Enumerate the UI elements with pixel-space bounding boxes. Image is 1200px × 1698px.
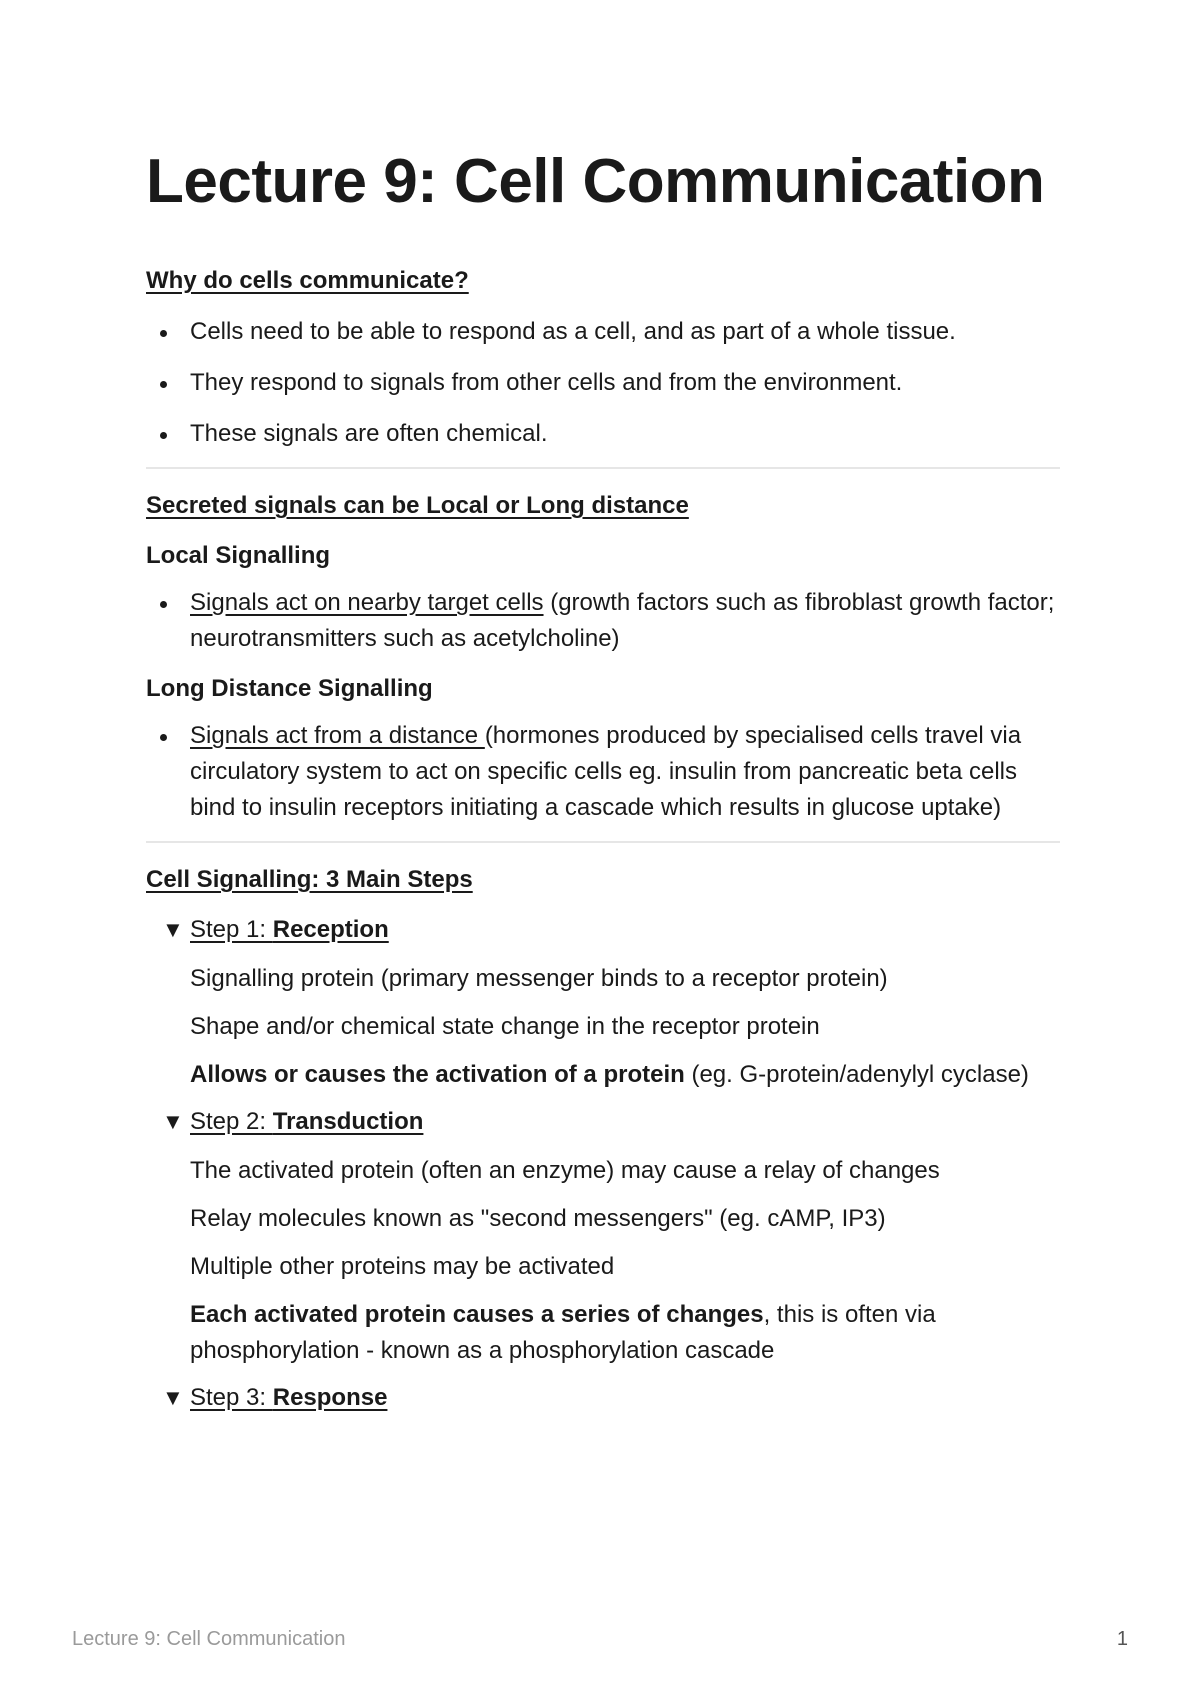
- paragraph: [190, 1297, 1060, 1369]
- divider: [146, 467, 1060, 469]
- toggle-label[interactable]: [190, 913, 389, 947]
- underlined-text: Signals act from a distance: [190, 722, 485, 749]
- page-title: Lecture 9: Cell Communication: [146, 147, 1045, 216]
- plain-text: (eg. G-protein/adenylyl cyclase): [684, 1061, 1029, 1088]
- toggle-body-step-2: [146, 1153, 1060, 1369]
- toggle-triangle-icon[interactable]: ▼: [162, 1109, 184, 1134]
- section-heading-steps: Cell Signalling: 3 Main Steps: [146, 866, 473, 893]
- paragraph: Shape and/or chemical state change in the receptor protein: [190, 1013, 820, 1040]
- paragraph: Multiple other proteins may be activated: [190, 1253, 615, 1280]
- list-item: They respond to signals from other cells and from the environment.: [146, 365, 1060, 401]
- toggle-triangle-icon[interactable]: ▼: [162, 917, 184, 942]
- subheading-local: Local Signalling: [146, 542, 331, 569]
- paragraph: The activated protein (often an enzyme) may cause a relay of changes: [190, 1157, 940, 1184]
- step-prefix: Step 3:: [190, 1384, 273, 1411]
- footer-title: Lecture 9: Cell Communication: [72, 1628, 346, 1650]
- bold-text: Allows or causes the activation of a protein: [190, 1061, 685, 1088]
- subheading-long: Long Distance Signalling: [146, 675, 433, 702]
- toggle-step-1[interactable]: [162, 913, 1060, 947]
- long-list: [146, 718, 1060, 826]
- page-footer: [72, 1628, 1128, 1651]
- list-item: These signals are often chemical.: [146, 416, 1060, 452]
- toggle-body-step-1: [146, 961, 1060, 1093]
- underlined-text: Signals act on nearby target cells: [190, 589, 544, 616]
- content-flow: [146, 264, 1060, 1429]
- paragraph: Relay molecules known as "second messengers" (eg. cAMP, IP3): [190, 1205, 886, 1232]
- step-prefix: Step 2:: [190, 1108, 273, 1135]
- local-list: [146, 585, 1060, 657]
- step-name: Reception: [272, 916, 389, 943]
- step-name: Transduction: [272, 1108, 424, 1135]
- step-prefix: Step 1:: [190, 916, 273, 943]
- toggle-label[interactable]: [190, 1105, 423, 1139]
- plain-text: (hormones produced by specialised cells travel via circulatory system to act on specific cells eg. insulin from pancreatic beta cells bind to insulin receptors initiating a cascade which results in glucose uptake): [190, 722, 1022, 821]
- list-item: Cells need to be able to respond as a cell, and as part of a whole tissue.: [146, 314, 1060, 350]
- page-number: 1: [1116, 1628, 1128, 1650]
- plain-text: (growth factors such as fibroblast growth factor; neurotransmitters such as acetylcholine): [190, 589, 1055, 652]
- list-item: [146, 718, 1060, 826]
- plain-text: , this is often via phosphorylation - known as a phosphorylation cascade: [190, 1301, 936, 1364]
- list-item: [146, 585, 1060, 657]
- paragraph: [190, 1057, 1060, 1093]
- why-list: [146, 314, 1060, 452]
- paragraph: Signalling protein (primary messenger binds to a receptor protein): [190, 965, 888, 992]
- bold-text: Each activated protein causes a series of changes: [190, 1301, 764, 1328]
- toggle-step-3[interactable]: [162, 1381, 1060, 1415]
- section-heading-secreted: Secreted signals can be Local or Long distance: [146, 492, 689, 519]
- step-name: Response: [272, 1384, 388, 1411]
- section-heading-why: Why do cells communicate?: [146, 267, 469, 294]
- toggle-label[interactable]: [190, 1381, 387, 1415]
- toggle-step-2[interactable]: [162, 1105, 1060, 1139]
- toggle-triangle-icon[interactable]: ▼: [162, 1385, 184, 1410]
- divider: [146, 841, 1060, 843]
